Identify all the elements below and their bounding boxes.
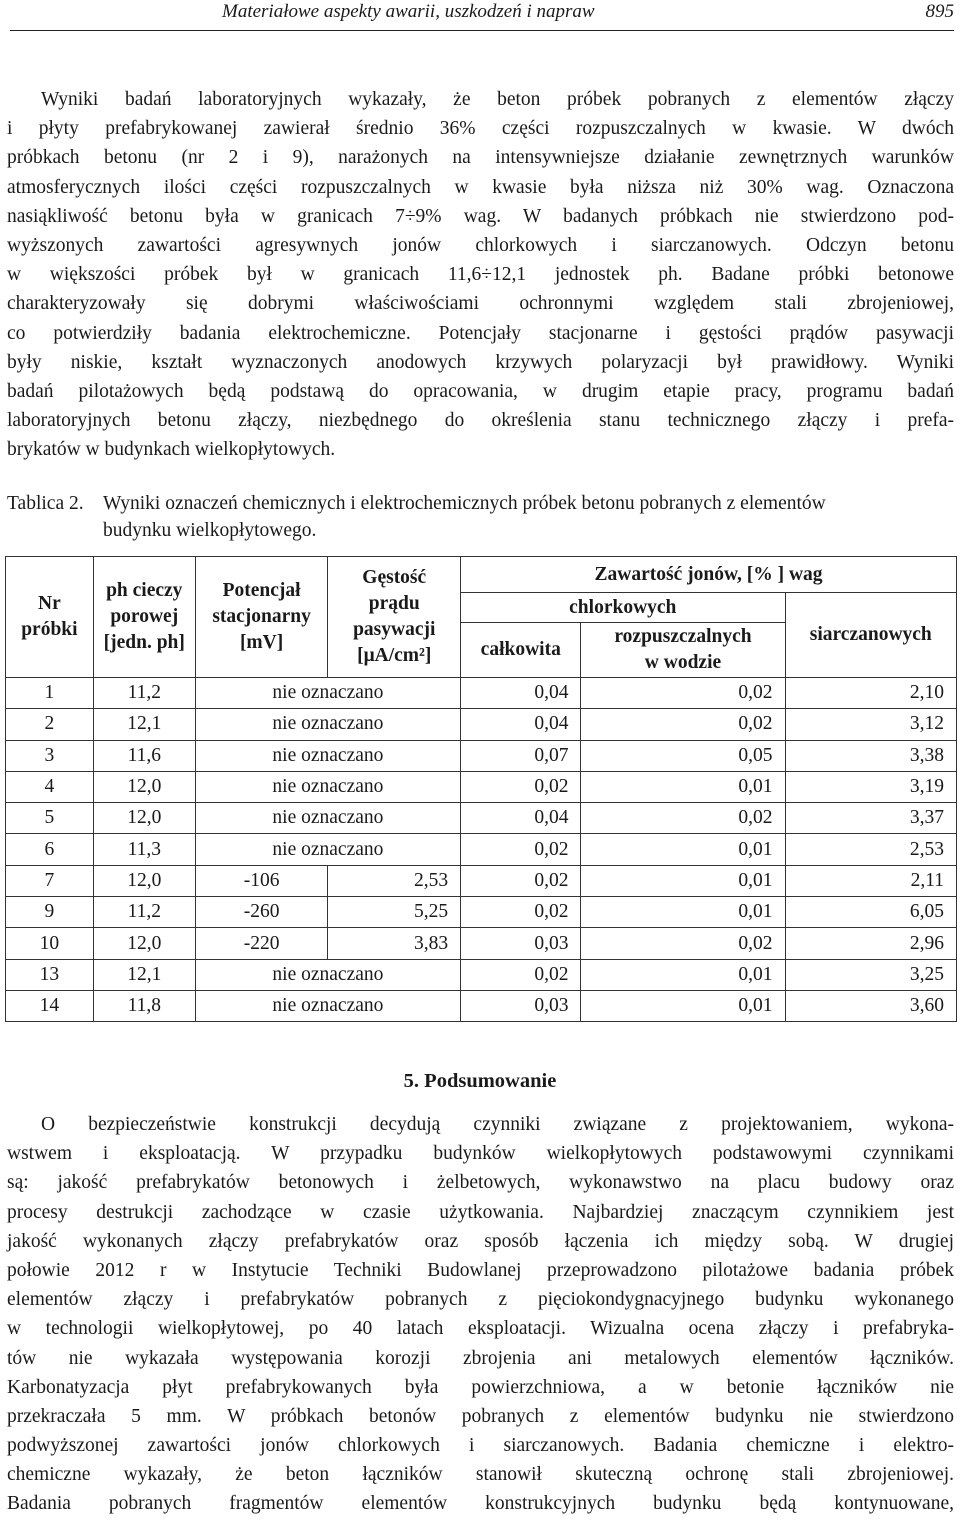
cell-ph: 12,0 bbox=[93, 803, 195, 834]
cell-chloride-soluble: 0,01 bbox=[581, 865, 785, 896]
cell-potential: nie oznaczano bbox=[195, 678, 460, 709]
table-row bbox=[6, 771, 957, 802]
cell-chloride-soluble: 0,01 bbox=[581, 834, 785, 865]
caption-line: budynku wielkopłytowego. bbox=[103, 520, 317, 541]
header-potential: Potencjał stacjonarny [mV] bbox=[195, 557, 328, 678]
text-line: laboratoryjnych betonu złączy, niezbędnego do określenia stanu technicznego złączy i prefa- bbox=[7, 410, 954, 432]
header-chlorides: chlorkowych bbox=[461, 593, 785, 623]
summary-paragraph bbox=[7, 1110, 954, 1519]
cell-potential: nie oznaczano bbox=[195, 740, 460, 771]
cell-potential: -260 bbox=[195, 897, 328, 928]
cell-sample-no: 14 bbox=[6, 990, 94, 1021]
text-line: Karbonatyzacja płyt prefabrykowanych była powierzchniowa, a w betonie łączników nie bbox=[7, 1376, 954, 1398]
cell-chloride-total: 0,03 bbox=[461, 928, 581, 959]
cell-chloride-soluble: 0,01 bbox=[581, 990, 785, 1021]
cell-potential: -106 bbox=[195, 865, 328, 896]
cell-chloride-total: 0,04 bbox=[461, 678, 581, 709]
cell-sample-no: 2 bbox=[6, 709, 94, 740]
cell-chloride-soluble: 0,02 bbox=[581, 803, 785, 834]
cell-chloride-total: 0,04 bbox=[461, 803, 581, 834]
header-ion-content: Zawartość jonów, [% ] wag bbox=[461, 557, 957, 593]
text-line: próbkach betonu (nr 2 i 9), narażonych na intensywniejsze działanie zewnętrznych warunków bbox=[7, 147, 954, 169]
section-heading: 5. Podsumowanie bbox=[403, 1070, 557, 1092]
cell-current-density: 3,83 bbox=[328, 928, 461, 959]
table-caption bbox=[7, 490, 954, 544]
cell-potential: nie oznaczano bbox=[195, 709, 460, 740]
text-line: są: jakość prefabrykatów betonowych i żelbetowych, wykonawstwo na placu budowy oraz bbox=[7, 1172, 954, 1194]
text-line: przekraczała 5 mm. W próbkach betonów pobranych z elementów budynku nie stwierdzono bbox=[7, 1405, 954, 1427]
cell-ph: 11,3 bbox=[93, 834, 195, 865]
text-line: tów nie wykazała występowania korozji zbrojenia ani metalowych elementów łączników. bbox=[7, 1347, 954, 1369]
cell-potential: nie oznaczano bbox=[195, 990, 460, 1021]
cell-sample-no: 5 bbox=[6, 803, 94, 834]
running-header bbox=[10, 0, 954, 31]
table-row bbox=[6, 959, 957, 990]
text-line: Wyniki badań laboratoryjnych wykazały, że beton próbek pobranych z elementów złączy bbox=[41, 89, 954, 110]
cell-sample-no: 4 bbox=[6, 771, 94, 802]
text-line: charakteryzowały się dobrymi właściwościami ochronnymi względem stali zbrojeniowej, bbox=[7, 293, 954, 315]
cell-ph: 12,0 bbox=[93, 771, 195, 802]
text-line: jakość wykonanych złączy prefabrykatów oraz sposób łączenia ich między sobą. W drugiej bbox=[7, 1230, 954, 1252]
cell-sulfate: 3,12 bbox=[785, 709, 956, 740]
cell-sulfate: 3,38 bbox=[785, 740, 956, 771]
text-line: połowie 2012 r w Instytucie Techniki Budowlanej przeprowadzono pilotażowe badania próbek bbox=[7, 1259, 954, 1281]
table-row bbox=[6, 834, 957, 865]
cell-chloride-total: 0,04 bbox=[461, 709, 581, 740]
table-row bbox=[6, 709, 957, 740]
text-line: procesy destrukcji zachodzące w czasie użytkowania. Najbardziej znaczącym czynnikiem jest bbox=[7, 1201, 954, 1223]
results-paragraph bbox=[7, 85, 954, 464]
cell-potential: nie oznaczano bbox=[195, 803, 460, 834]
table-row bbox=[6, 678, 957, 709]
cell-current-density: 2,53 bbox=[328, 865, 461, 896]
cell-chloride-total: 0,03 bbox=[461, 990, 581, 1021]
cell-potential: nie oznaczano bbox=[195, 959, 460, 990]
cell-ph: 12,0 bbox=[93, 928, 195, 959]
cell-potential: nie oznaczano bbox=[195, 834, 460, 865]
cell-ph: 11,6 bbox=[93, 740, 195, 771]
cell-chloride-soluble: 0,01 bbox=[581, 897, 785, 928]
cell-chloride-total: 0,02 bbox=[461, 771, 581, 802]
cell-sulfate: 6,05 bbox=[785, 897, 956, 928]
cell-sample-no: 13 bbox=[6, 959, 94, 990]
cell-ph: 11,8 bbox=[93, 990, 195, 1021]
text-line: elementów złączy i prefabrykatów pobranych z pięciokondygnacyjnego budynku wykonanego bbox=[7, 1289, 954, 1311]
text-line: nasiąkliwość betonu była w granicach 7÷9% wag. W badanych próbkach nie stwierdzono pod- bbox=[7, 205, 954, 227]
table-row bbox=[6, 897, 957, 928]
cell-sulfate: 3,60 bbox=[785, 990, 956, 1021]
table-row bbox=[6, 803, 957, 834]
header-sulfates: siarczanowych bbox=[785, 593, 956, 678]
cell-chloride-soluble: 0,02 bbox=[581, 678, 785, 709]
cell-chloride-total: 0,02 bbox=[461, 897, 581, 928]
text-line: atmosferycznych ilości części rozpuszczalnych w kwasie była niższa niż 30% wag. Oznaczona bbox=[7, 176, 954, 198]
text-line: w technologii wielkopłytowej, po 40 latach eksploatacji. Wizualna ocena złączy i prefabryka- bbox=[7, 1318, 954, 1340]
cell-sample-no: 9 bbox=[6, 897, 94, 928]
cell-chloride-total: 0,02 bbox=[461, 865, 581, 896]
running-title: Materiałowe aspekty awarii, uszkodzeń i napraw bbox=[222, 1, 595, 22]
cell-ph: 11,2 bbox=[93, 678, 195, 709]
page-number: 895 bbox=[925, 1, 954, 22]
cell-sulfate: 2,53 bbox=[785, 834, 956, 865]
cell-sulfate: 2,11 bbox=[785, 865, 956, 896]
text-line: i płyty prefabrykowanej zawierał średnio 36% części rozpuszczalnych w kwasie. W dwóch bbox=[7, 118, 954, 140]
cell-chloride-soluble: 0,05 bbox=[581, 740, 785, 771]
cell-potential: -220 bbox=[195, 928, 328, 959]
table-label: Tablica 2. bbox=[7, 493, 84, 514]
results-table bbox=[5, 556, 957, 1022]
cell-chloride-soluble: 0,02 bbox=[581, 928, 785, 959]
cell-sample-no: 1 bbox=[6, 678, 94, 709]
cell-chloride-total: 0,02 bbox=[461, 834, 581, 865]
cell-sample-no: 3 bbox=[6, 740, 94, 771]
table-row bbox=[6, 865, 957, 896]
text-line: brykatów w budynkach wielkopłytowych. bbox=[7, 439, 336, 461]
cell-sulfate: 2,10 bbox=[785, 678, 956, 709]
cell-chloride-soluble: 0,01 bbox=[581, 959, 785, 990]
caption-line: Wyniki oznaczeń chemicznych i elektrochemicznych próbek betonu pobranych z elementów bbox=[103, 493, 826, 514]
text-line: wyższonych zawartości agresywnych jonów chlorkowych i siarczanowych. Odczyn betonu bbox=[7, 234, 954, 256]
text-line: badań pilotażowych będą podstawą do opracowania, w drugim etapie pracy, programu badań bbox=[7, 380, 954, 402]
header-sample-no: Nr próbki bbox=[6, 557, 94, 678]
cell-chloride-soluble: 0,02 bbox=[581, 709, 785, 740]
table-row bbox=[6, 990, 957, 1021]
cell-ph: 12,1 bbox=[93, 959, 195, 990]
text-line: Badania pobranych fragmentów elementów konstrukcyjnych budynku będą kontynuowane, bbox=[7, 1493, 954, 1515]
cell-sulfate: 2,96 bbox=[785, 928, 956, 959]
cell-ph: 11,2 bbox=[93, 897, 195, 928]
text-line: wstwem i eksploatacją. W przypadku budynków wielkopłytowych podstawowymi czynnikami bbox=[7, 1143, 954, 1165]
text-line: podwyższonej zawartości jonów chlorkowych i siarczanowych. Badania chemiczne i elektro- bbox=[7, 1435, 954, 1457]
cell-sample-no: 6 bbox=[6, 834, 94, 865]
text-line: O bezpieczeństwie konstrukcji decydują czynniki związane z projektowaniem, wykona- bbox=[41, 1114, 954, 1135]
text-line: były niskie, kształt wyznaczonych anodowych krzywych polaryzacji był prawidłowy. Wyniki bbox=[7, 351, 954, 373]
cell-chloride-soluble: 0,01 bbox=[581, 771, 785, 802]
cell-sulfate: 3,37 bbox=[785, 803, 956, 834]
cell-sulfate: 3,25 bbox=[785, 959, 956, 990]
cell-sulfate: 3,19 bbox=[785, 771, 956, 802]
header-chloride-soluble: rozpuszczalnych w wodzie bbox=[581, 623, 785, 678]
cell-current-density: 5,25 bbox=[328, 897, 461, 928]
cell-sample-no: 10 bbox=[6, 928, 94, 959]
text-line: chemiczne wykazały, że beton łączników stanowił skuteczną ochronę stali zbrojeniowej. bbox=[7, 1464, 954, 1486]
table-row bbox=[6, 740, 957, 771]
text-line: w większości próbek był w granicach 11,6÷12,1 jednostek ph. Badane próbki betonowe bbox=[7, 264, 954, 286]
cell-ph: 12,1 bbox=[93, 709, 195, 740]
table-row bbox=[6, 928, 957, 959]
text-line: co potwierdziły badania elektrochemiczne. Potencjały stacjonarne i gęstości prądów pasywacji bbox=[7, 322, 954, 344]
header-ph: ph cieczy porowej [jedn. ph] bbox=[93, 557, 195, 678]
cell-potential: nie oznaczano bbox=[195, 771, 460, 802]
cell-chloride-total: 0,07 bbox=[461, 740, 581, 771]
cell-chloride-total: 0,02 bbox=[461, 959, 581, 990]
cell-sample-no: 7 bbox=[6, 865, 94, 896]
cell-ph: 12,0 bbox=[93, 865, 195, 896]
header-chloride-total: całkowita bbox=[461, 623, 581, 678]
header-current-density: Gęstość prądu pasywacji [μA/cm²] bbox=[328, 557, 461, 678]
